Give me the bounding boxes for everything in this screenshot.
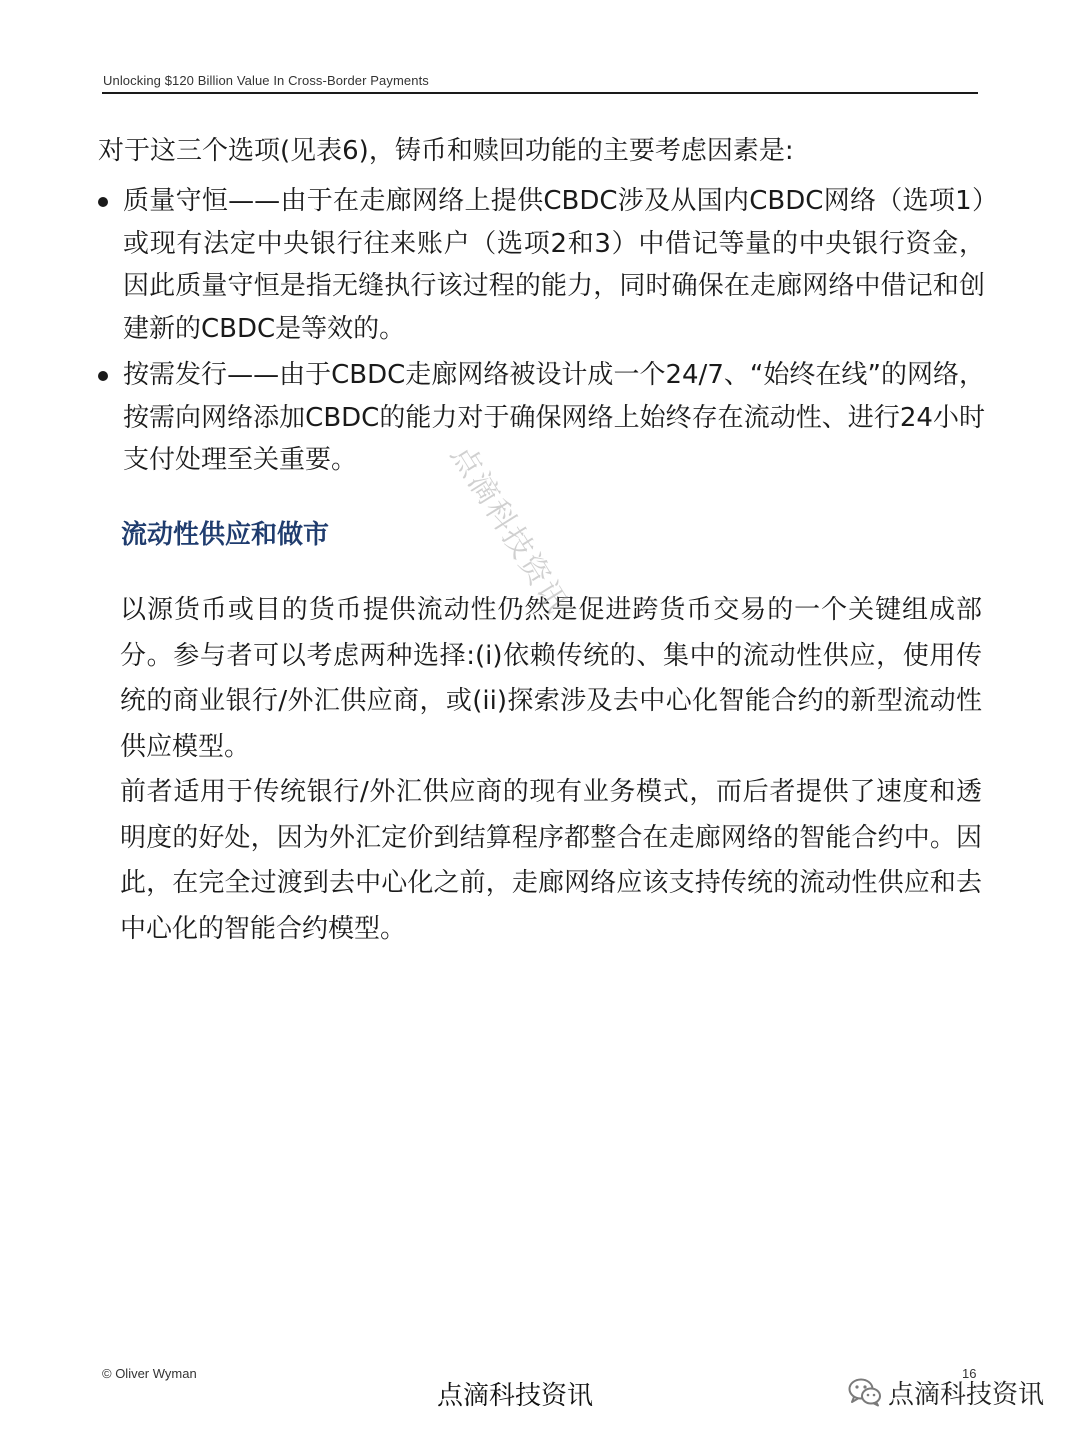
watermark: 点滴科技资讯 — [443, 439, 575, 621]
wechat-account — [848, 1374, 1044, 1410]
header-title: Unlocking $120 Billion Value In Cross-Border Payments — [103, 73, 429, 88]
wechat-label: 点滴科技资讯 — [888, 1379, 1045, 1410]
bullet-dot-icon — [98, 371, 108, 381]
footer-copyright: © Oliver Wyman — [102, 1366, 197, 1381]
bullet-dot-icon — [98, 197, 108, 207]
footer-brand: 点滴科技资讯 — [437, 1381, 594, 1411]
intro-text: 对于这三个选项(见表6)，铸币和赎回功能的主要考虑因素是: — [98, 136, 794, 166]
wechat-icon — [848, 1377, 882, 1407]
bullet-text: 按需发行——由于CBDC走廊网络被设计成一个24/7、“始终在线”的网络，按需向网络添加CBDC的能力对于确保网络上始终存在流动性、进行24小时支付处理至关重要。 — [123, 360, 985, 475]
page-number: 16 — [962, 1366, 977, 1381]
bullet-text: 质量守恒——由于在走廊网络上提供CBDC涉及从国内CBDC网络（选项1）或现有法定中央银行往来账户（选项2和3）中借记等量的中央银行资金，因此质量守恒是指无缝执行该过程的能力，同时确保在走廊网络中借记和创建新的CBDC是等效的。 — [123, 186, 985, 344]
body-paragraph: 以源货币或目的货币提供流动性仍然是促进跨货币交易的一个关键组成部分。参与者可以考虑两种选择:(i)依赖传统的、集中的流动性供应，使用传统的商业银行/外汇供应商，或(ii)探索涉及去中心化智能合约的新型流动性供应模型。 — [120, 595, 982, 762]
header-divider — [102, 92, 978, 94]
body-paragraph: 前者适用于传统银行/外汇供应商的现有业务模式，而后者提供了速度和透明度的好处，因为外汇定价到结算程序都整合在走廊网络的智能合约中。因此，在完全过渡到去中心化之前，走廊网络应该支持传统的流动性供应和去中心化的智能合约模型。 — [120, 777, 982, 944]
section-heading: 流动性供应和做市 — [121, 520, 330, 550]
